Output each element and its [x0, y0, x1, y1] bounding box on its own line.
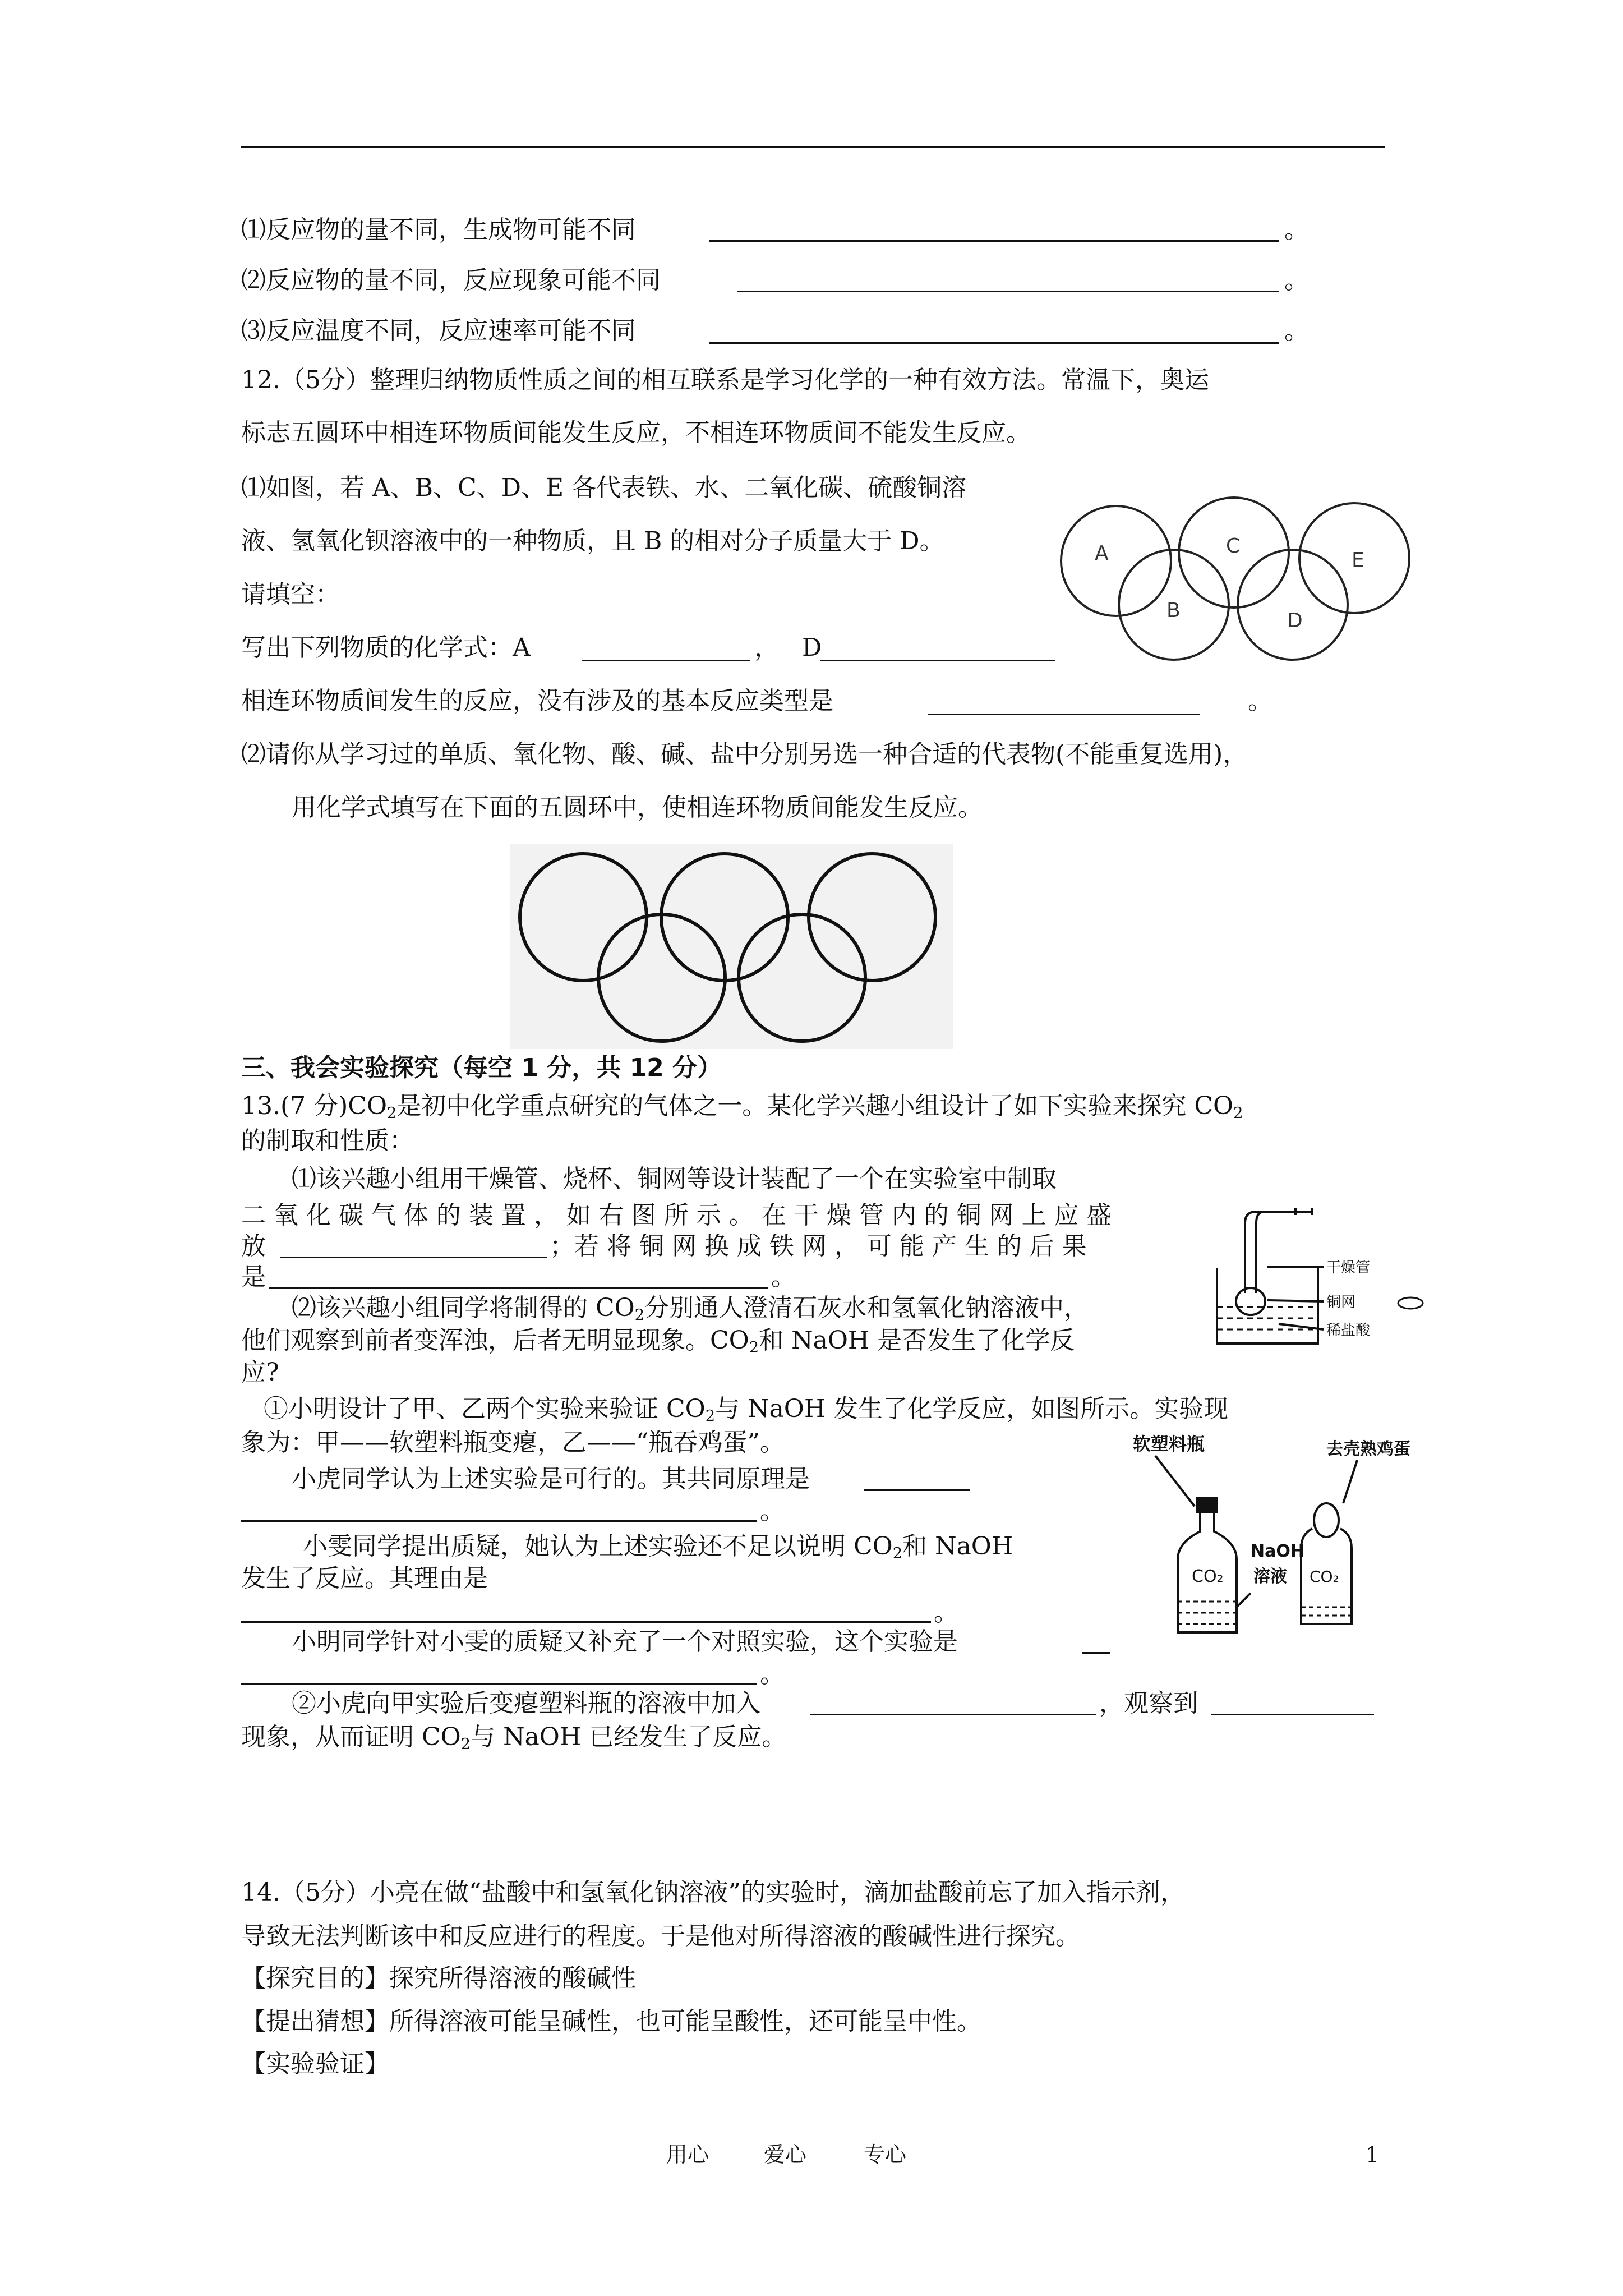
q14-purpose: 【探究目的】探究所得溶液的酸碱性 — [241, 1964, 636, 1993]
q14-line-1: 14.（5分）小亮在做“盐酸中和氢氧化钠溶液”的实验时，滴加盐酸前忘了加入指示剂， — [241, 1878, 1185, 1907]
q13-sub1-line-2: 象为：甲——软塑料瓶变瘪，乙——“瓶吞鸡蛋”。 — [241, 1428, 785, 1457]
q12-part1-line-3: 请填空： — [241, 580, 340, 609]
q12-formula-d-label: D — [802, 633, 822, 662]
q11-answer-blank-1[interactable] — [709, 240, 1279, 242]
q13-part1-line-1: ⑴该兴趣小组用干燥管、烧杯、铜网等设计装配了一个在实验室中制取 — [292, 1165, 1057, 1193]
label-co2-bottle-2: CO₂ — [1310, 1567, 1339, 1586]
q13-principle-prompt: 小虎同学认为上述实验是可行的。其共同原理是 — [292, 1465, 810, 1493]
q13-part1-line-3-prefix: 放 — [241, 1232, 266, 1260]
q11-item-3: ⑶反应温度不同，反应速率可能不同 — [241, 316, 636, 345]
q12-part2-line-1: ⑵请你从学习过的单质、氧化物、酸、碱、盐中分别另选一种合适的代表物(不能重复选用)， — [241, 740, 1248, 769]
observed-phenomenon-blank[interactable] — [1211, 1714, 1374, 1715]
label-naoh: NaOH — [1251, 1542, 1304, 1561]
q13-part2-line-2: 他们观察到前者变浑浊，后者无明显现象。$CO_2$和 NaOH 是否发生了化学反 — [241, 1326, 1075, 1356]
ring-label-b: B — [1166, 599, 1181, 622]
bottle-cap — [1197, 1498, 1216, 1512]
end-mark: 。 — [760, 1497, 785, 1525]
q12-intro-line-2: 标志五圆环中相连环物质间能发生反应，不相连环物质间不能发生反应。 — [241, 418, 1031, 447]
ring-label-e: E — [1352, 549, 1364, 572]
q14-hypothesis: 【提出猜想】所得溶液可能呈碱性，也可能呈酸性，还可能呈中性。 — [241, 2007, 981, 2036]
q12-formula-comma: ， — [754, 633, 779, 662]
end-mark: 。 — [760, 1660, 785, 1688]
formula-a-blank[interactable] — [582, 660, 750, 661]
end-mark: 。 — [1248, 687, 1272, 715]
end-mark: 。 — [771, 1263, 796, 1291]
ring-label-a: A — [1095, 542, 1109, 565]
q12-intro-line-1: 12.（5分）整理归纳物质性质之间的相互联系是学习化学的一种有效方法。常温下，奥运 — [241, 366, 1209, 394]
q13-line-1: 13.(7 分)$CO_2$是初中化学重点研究的气体之一。某化学兴趣小组设计了如下实验来探究 $CO_2$ — [241, 1092, 1243, 1122]
q12-part2-line-2: 用化学式填写在下面的五圆环中，使相连环物质间能发生反应。 — [292, 793, 983, 822]
ring-a — [1061, 506, 1171, 616]
label-solution: 溶液 — [1253, 1567, 1287, 1586]
q13-part1-line-2: 二 氧 化 碳 气 体 的 装 置 ， 如 右 图 所 示 。 在 干 燥 管 内 的 铜 网 上 应 盛 — [241, 1201, 1112, 1230]
labeled-five-rings-diagram — [1049, 494, 1436, 673]
q13-line-2: 的制取和性质： — [241, 1126, 414, 1155]
q13-part2-line-3: 应? — [241, 1358, 279, 1387]
iron-mesh-consequence-blank[interactable] — [269, 1287, 768, 1289]
label-shelled-egg: 去壳熟鸡蛋 — [1326, 1439, 1410, 1459]
co2-generator-apparatus-figure — [1211, 1200, 1436, 1352]
formula-d-blank[interactable] — [820, 660, 1055, 661]
ring-label-c: C — [1226, 535, 1241, 558]
q11-item-2: ⑵反应物的量不同，反应现象可能不同 — [241, 266, 661, 295]
co2-naoh-experiment-figure — [1122, 1433, 1424, 1644]
blank-five-rings-diagram[interactable] — [510, 844, 953, 1049]
q13-part1-line-3-suffix: ；若 将 铜 网 换 成 铁 网 ， 可 能 产 生 的 后 果 — [550, 1232, 1087, 1260]
label-co2-bottle-1: CO₂ — [1192, 1567, 1224, 1586]
q12-formula-prompt: 写出下列物质的化学式：A — [241, 633, 531, 662]
end-mark: 。 — [1284, 266, 1309, 295]
end-mark: 。 — [934, 1598, 958, 1627]
end-mark: 。 — [1284, 215, 1309, 244]
q13-sub1-line-1: ①小明设计了甲、乙两个实验来验证 $CO_2$与 NaOH 发生了化学反应，如图所示。实验现 — [264, 1395, 1229, 1425]
q14-verification-heading: 【实验验证】 — [241, 2050, 389, 2078]
q13-part2-line-1: ⑵该兴趣小组同学将制得的 $CO_2$分别通人澄清石灰水和氢氧化钠溶液中， — [292, 1294, 1089, 1324]
footer-motto-1: 用心 — [666, 2142, 709, 2167]
footer-motto-3: 专心 — [864, 2142, 907, 2167]
end-mark: 。 — [1284, 316, 1309, 345]
q11-answer-blank-2[interactable] — [737, 291, 1279, 292]
control-experiment-blank-1[interactable] — [1082, 1652, 1110, 1654]
control-experiment-blank-2[interactable] — [241, 1683, 757, 1685]
principle-blank-2[interactable] — [241, 1520, 757, 1522]
q11-item-1: ⑴反应物的量不同，生成物可能不同 — [241, 215, 636, 244]
section-3-heading: 三、我会实验探究（每空 1 分，共 12 分） — [241, 1053, 722, 1082]
q13-control-prompt: 小明同学针对小雯的质疑又补充了一个对照实验，这个实验是 — [292, 1627, 958, 1656]
footer-motto-2: 爱心 — [764, 2142, 807, 2167]
q11-answer-blank-3[interactable] — [709, 342, 1279, 344]
doubt-reason-blank[interactable] — [241, 1621, 931, 1623]
reaction-type-blank[interactable]: ______________________ — [928, 687, 1200, 715]
copper-mesh-content-blank[interactable] — [280, 1257, 547, 1258]
ring-label-d: D — [1287, 609, 1303, 632]
label-dilute-hcl: 稀盐酸 — [1326, 1322, 1371, 1339]
q13-sub2-line-2: 现象，从而证明 $CO_2$与 NaOH 已经发生了反应。 — [241, 1723, 787, 1753]
q13-doubt-line-1: 小雯同学提出质疑，她认为上述实验还不足以说明 $CO_2$和 NaOH — [303, 1532, 1013, 1562]
label-drying-tube: 干燥管 — [1326, 1259, 1371, 1276]
q13-doubt-line-2: 发生了反应。其理由是 — [241, 1564, 488, 1593]
egg — [1314, 1503, 1339, 1537]
added-reagent-blank[interactable] — [810, 1714, 1096, 1715]
label-copper-mesh: 铜网 — [1326, 1294, 1356, 1311]
header-rule — [241, 146, 1385, 148]
q13-sub2-line-1-prefix: ②小虎向甲实验后变瘪塑料瓶的溶液中加入 — [292, 1689, 760, 1718]
q12-reaction-type-prompt: 相连环物质间发生的反应，没有涉及的基本反应类型是 — [241, 687, 833, 715]
q13-sub2-line-1-mid: ，观察到 — [1099, 1689, 1198, 1718]
page-number: 1 — [1366, 2142, 1380, 2167]
principle-blank-1[interactable] — [864, 1489, 970, 1491]
beaker — [1217, 1268, 1318, 1343]
q14-line-2: 导致无法判断该中和反应进行的程度。于是他对所得溶液的酸碱性进行探究。 — [241, 1922, 1080, 1950]
q12-part1-line-2: 液、氢氧化钡溶液中的一种物质，且 B 的相对分子质量大于 D。 — [241, 527, 944, 555]
q13-part1-line-4: 是 — [241, 1263, 266, 1291]
q12-part1-line-1: ⑴如图，若 A、B、C、D、E 各代表铁、水、二氧化碳、硫酸铜溶 — [241, 473, 967, 502]
drying-tube — [1245, 1212, 1265, 1293]
label-soft-plastic-bottle: 软塑料瓶 — [1133, 1433, 1205, 1455]
